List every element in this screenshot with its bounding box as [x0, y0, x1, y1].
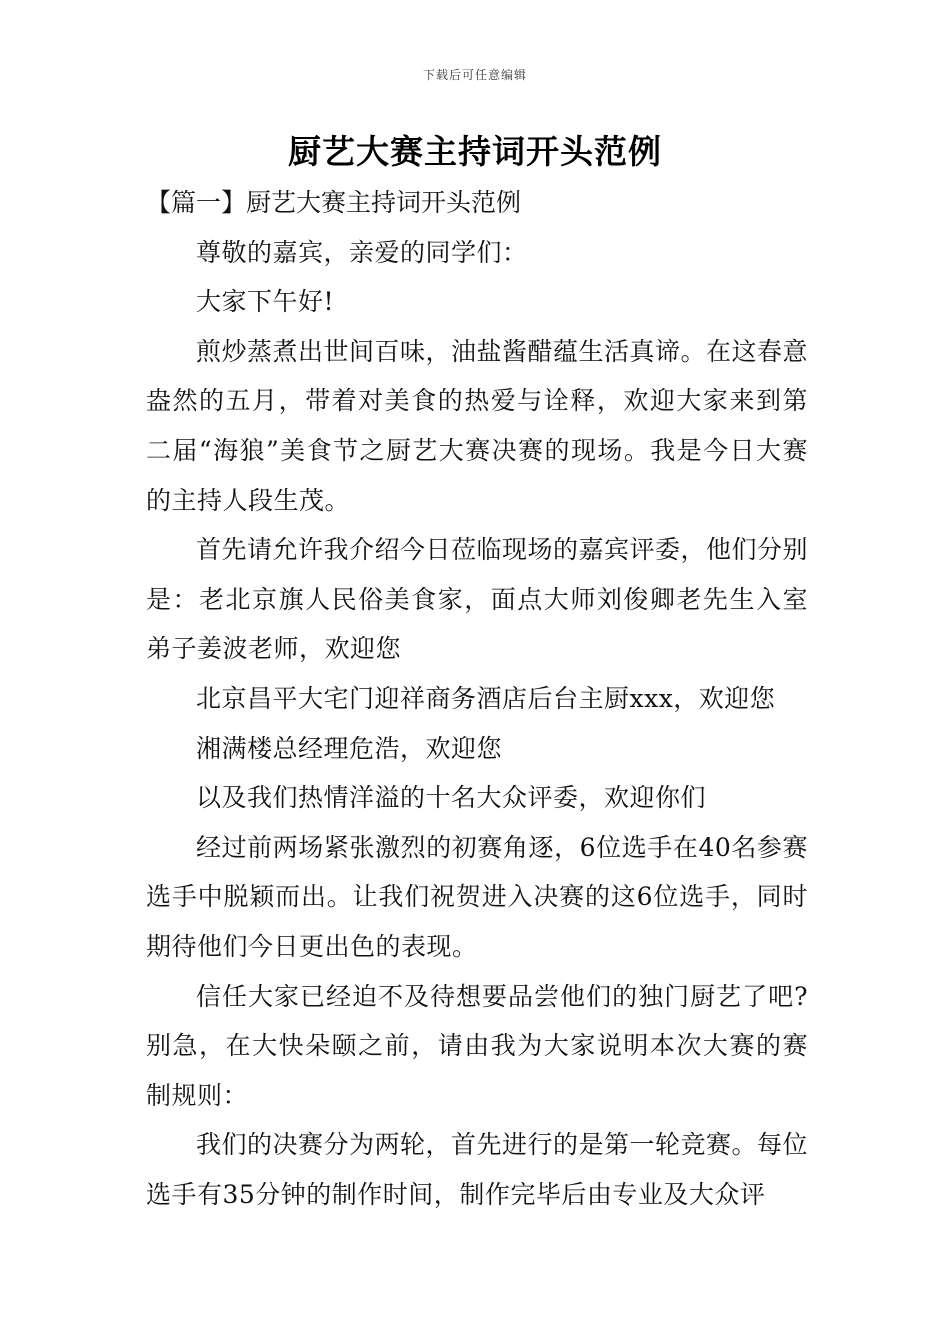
section-heading: 【篇一】厨艺大赛主持词开头范例	[146, 188, 522, 217]
paragraph-rounds: 我们的决赛分为两轮，首先进行的是第一轮竞赛。每位选手有35分钟的制作时间，制作完毕后由专业及大众评	[146, 1130, 809, 1209]
paragraph-greeting: 尊敬的嘉宾，亲爱的同学们：	[196, 237, 528, 267]
header-note: 下载后可任意编辑	[422, 68, 527, 82]
paragraph-judges-intro: 首先请允许我介绍今日莅临现场的嘉宾评委，他们分别是：老北京旗人民俗美食家，面点大师刘俊卿老先生入室弟子姜波老师，欢迎您	[146, 535, 809, 664]
paragraph-good-afternoon: 大家下午好!	[196, 287, 335, 317]
document-title: 厨艺大赛主持词开头范例	[288, 132, 662, 171]
paragraph-public-judges: 以及我们热情洋溢的十名大众评委，欢迎你们	[196, 783, 707, 813]
paragraph-opening: 煎炒蒸煮出世间百味，油盐酱醋蕴生活真谛。在这春意盎然的五月，带着对美食的热爱与诠释，欢迎大家来到第二届“海狼”美食节之厨艺大赛决赛的现场。我是今日大赛的主持人段生茂。	[146, 336, 809, 515]
paragraph-judge-manager: 湘满楼总经理危浩，欢迎您	[196, 733, 503, 763]
paragraph-judge-chef: 北京昌平大宅门迎祥商务酒店后台主厨xxx，欢迎您	[196, 683, 776, 713]
document-body	[146, 178, 808, 1219]
paragraph-rules-intro: 信任大家已经迫不及待想要品尝他们的独门厨艺了吧?别急，在大快朵颐之前，请由我为大家说明本次大赛的赛制规则：	[146, 981, 808, 1110]
paragraph-finalists: 经过前两场紧张激烈的初赛角逐，6位选手在40名参赛选手中脱颖而出。让我们祝贺进入决赛的这6位选手，同时期待他们今日更出色的表现。	[146, 832, 808, 961]
